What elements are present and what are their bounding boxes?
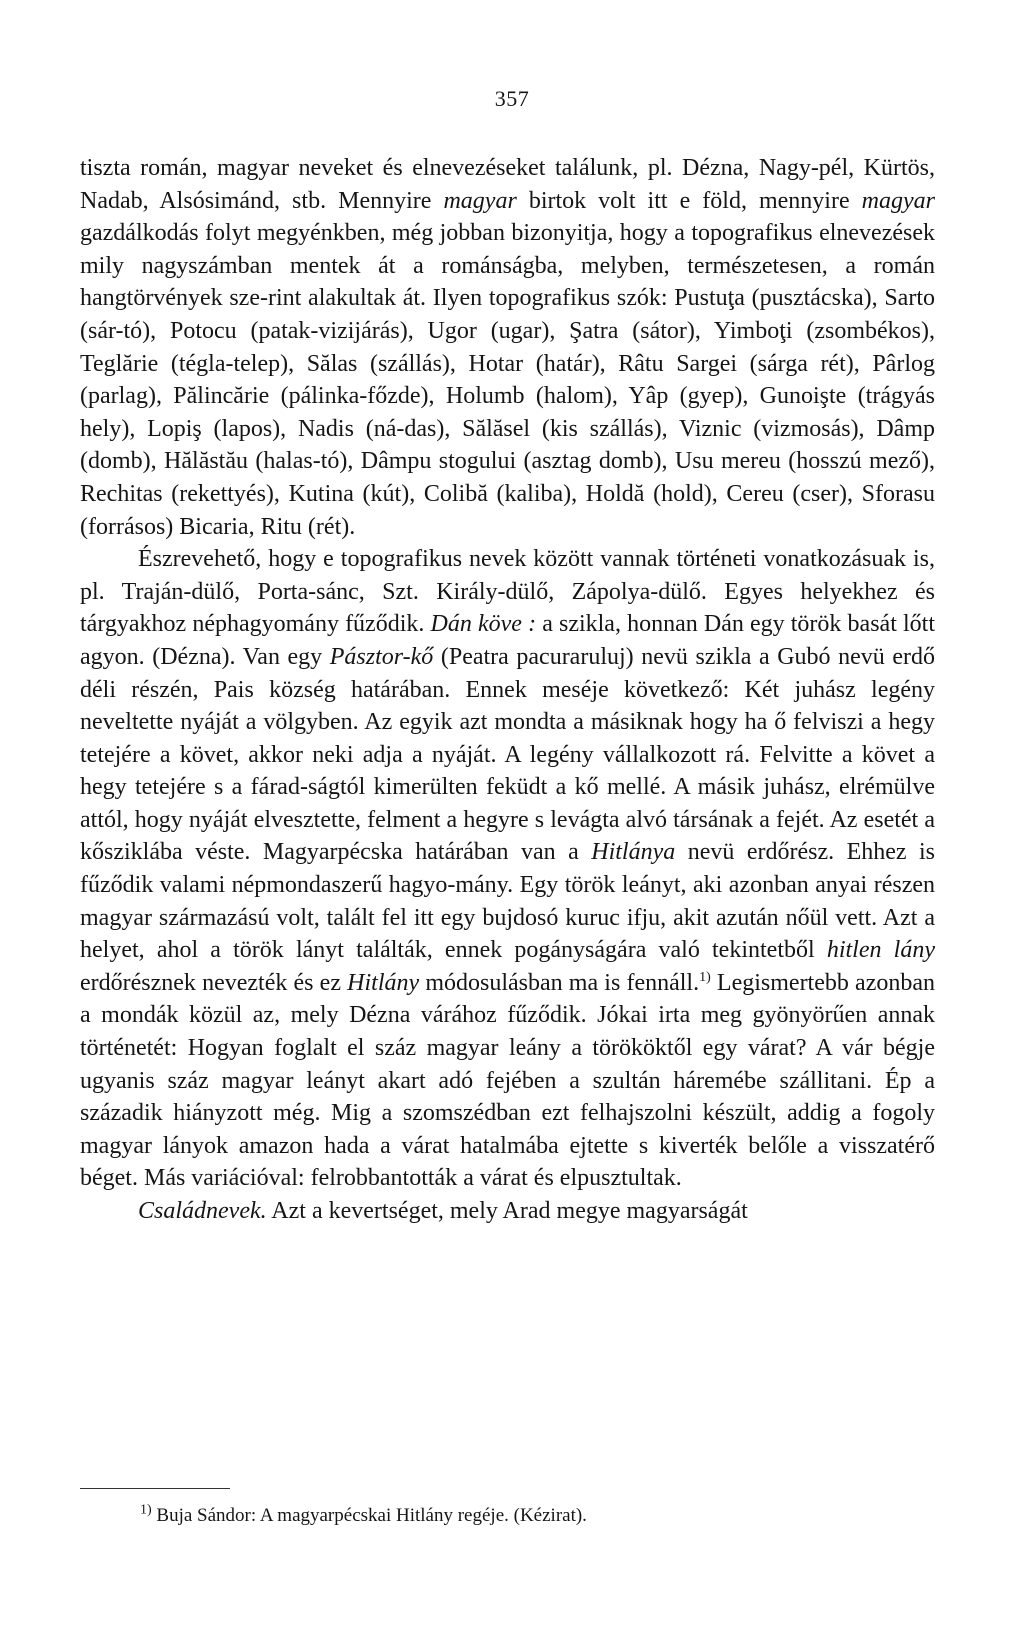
text-run: gazdálkodás folyt megyénkben, még jobban bizonyitja, hogy a topografikus elnevezések mily nagyszámban mentek át a románságba, melyben, természetesen, a román hangtörvények sze-rint alakultak át. Ilyen topografikus szók: Pustuţa (pusztácska), Sarto (sár-tó), Potocu (patak-vizijárás), Ugor (ugar), Şatra (sátor), Yimboţi (zsombékos), Teglărie (tégla-telep), Sălas (szállás), Hotar (határ), Râtu Sargei (sárga rét), Pârlog (parlag), Pălincărie (pálinka-főzde), Holumb (halom), Yâp (gyep), Gunoişte (trágyás hely), Lopiş (lapos), Nadis (ná-das), Sălăsel (kis szállás), Viznic (vizmosás), Dâmp (domb), Hălăstău (halas-tó), Dâmpu stogului (asztag domb), Usu mereu (hosszú mező), Rechitas (rekettyés), Kutina (kút), Colibă (kaliba), Holdă (hold), Cereu (cser), Sforasu (forrásos) Bicaria, Ritu (rét). [80,220,935,540]
text-run: erdőrésznek nevezték és ez [80,969,348,996]
text-run: nevü erdőrész. Ehhez is fűződik valami népmondaszerű hagyo-mány. Egy török leányt, aki azonban anyai részen magyar származású volt, talált fel itt egy bujdosó kuruc ifju, akit azután nőül vett. Azt a helyet, ahol a török lányt találták, ennek pogányságára való tekintetből [80,839,936,964]
italic-text: hitlen lány [826,937,935,964]
text-run: birtok volt itt e föld, mennyire [516,187,862,214]
text-run: (Peatra pacuraruluj) nevü szikla a Gubó nevü erdő déli részén, Pais község határában. Ennek meséje következő: Két juhász legény neveltette nyáját a völgyben. Az egyik azt mondta a másiknak hogy ha ő felviszi a hegy tetejére a követ, akkor neki adja a nyáját. A legény vállalkozott rá. Felvitte a követ a hegy tetejére s a fárad-ságtól kimerülten feküdt a kő mellé. A másik juhász, elrémülve attól, hogy nyáját elvesztette, felment a hegyre s levágta alvó társának a fejét. Az esetét a kősziklába véste. Magyarpécska határában van a [80,643,936,866]
text-run: Azt a kevertséget, mely Arad megye magyarságát [266,1198,748,1224]
italic-text: magyar [443,187,517,214]
paragraph [80,152,935,543]
italic-text: magyar [861,187,935,214]
italic-text: Dán köve : [430,611,537,638]
paragraph [80,1195,935,1228]
paragraph [80,543,935,1195]
italic-text: Hitlánya [591,839,676,866]
body-text [80,152,935,1228]
italic-text: Családnevek. [138,1198,267,1224]
text-run: Legismertebb azonban a mondák közül az, mely Dézna várához fűződik. Jókai irta meg gyönyörűen annak történetét: Hogyan foglalt el száz magyar leány a törököktől egy várat? A vár bégje ugyanis száz magyar leányt akart adó fejében a szultán háremébe szállitani. Ép a századik hiányzott még. Mig a szomszédban ezt felhajszolni készült, addig a fogoly magyar lányok amazon hada a várat hatalmába ejtette s kiverték belőle a visszatérő béget. Más variációval: felrobbantották a várat és elpusztultak. [80,969,935,1192]
italic-text: Hitlány [347,969,420,996]
footnote-text: Buja Sándor: A magyarpécskai Hitlány regéje. (Kézirat). [151,1505,587,1526]
footnote-divider [80,1488,230,1489]
footnote-marker: 1) [140,1502,152,1518]
text-run: tiszta román, magyar neveket és elnevezéseket találunk, pl. Dézna, Nagy-pél, Kürtös, Nadab, Alsósimánd, stb. Mennyire [80,155,935,214]
footnote-reference: 1) [699,969,711,985]
text-run: módosulásban ma is fennáll. [419,969,700,996]
text-run: a szikla, honnan Dán egy török basát lőtt agyon. (Dézna). Van egy [80,611,935,670]
italic-text: Pásztor-kő [329,643,434,670]
text-run: Észrevehető, hogy e topografikus nevek között vannak történeti vonatkozásuak is, pl. Traján-dülő, Porta-sánc, Szt. Király-dülő, Zápolya-dülő. Egyes helyekhez és tárgyakhoz néphagyomány fűződik. [80,546,935,638]
page-number: 357 [494,86,530,111]
footnote [140,1503,940,1529]
